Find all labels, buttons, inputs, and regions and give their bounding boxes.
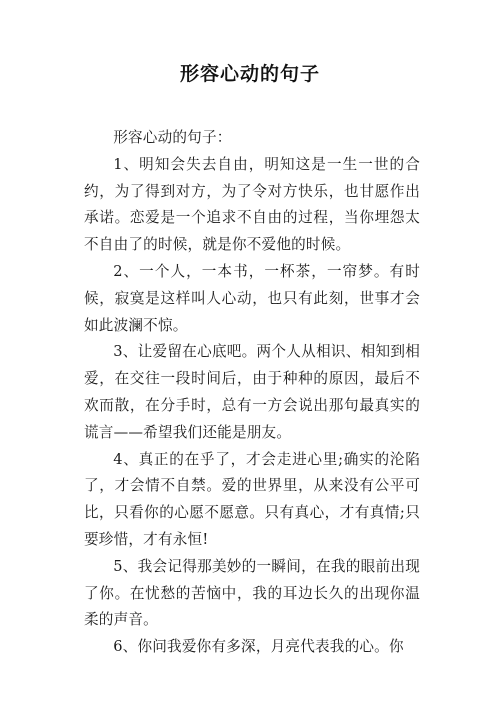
intro-paragraph: 形容心动的句子： (113, 129, 232, 146)
sentence-paragraph-3: 3、让爱留在心底吧。两个人从相识、相知到相爱，在交往一段时间后，由于种种的原因，最后不欢而散，在分手时，总有一方会说出那句最真实的谎言——希望我们还能是朋友。 (84, 343, 420, 441)
sentence-paragraph-1: 1、明知会失去自由，明知这是一生一世的合约，为了得到对方，为了令对方快乐，也甘愿作出承诺。恋爱是一个追求不自由的过程，当你埋怨太不自由了的时候，就是你不爱他的时候。 (84, 155, 420, 254)
sentence-paragraph-5: 5、我会记得那美妙的一瞬间，在我的眼前出现了你。在忧愁的苦恼中，我的耳边长久的出现你温柔的声音。 (84, 557, 420, 629)
document-body (84, 125, 420, 661)
document-title: 形容心动的句子 (179, 63, 320, 85)
sentence-paragraph-6: 6、你问我爱你有多深，月亮代表我的心。你 (113, 638, 404, 656)
sentence-paragraph-2: 2、一个人，一本书，一杯茶，一帘梦。有时候，寂寞是这样叫人心动，也只有此刻，世事才会如此波澜不惊。 (84, 262, 420, 334)
sentence-paragraph-4: 4、真正的在乎了，才会走进心里;确实的沦陷了，才会情不自禁。爱的世界里，从来没有公平可比，只看你的心愿不愿意。只有真心，才有真情;只要珍惜，才有永恒! (84, 450, 420, 548)
